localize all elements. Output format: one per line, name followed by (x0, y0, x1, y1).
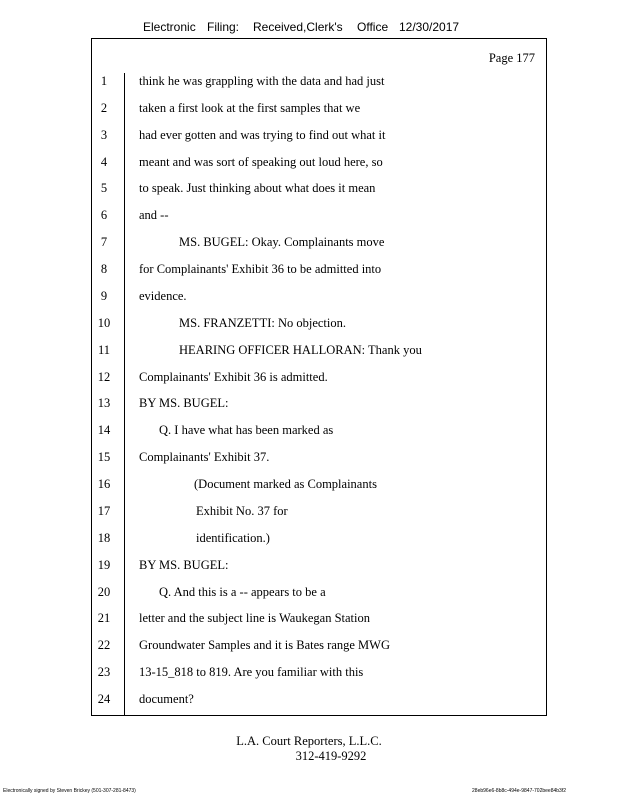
line-number: 15 (97, 450, 111, 464)
line-text: document? (139, 692, 194, 706)
filing-header-received: Received,Clerk's (253, 20, 343, 34)
line-number: 16 (97, 477, 111, 491)
line-number: 2 (100, 101, 108, 115)
court-reporter-name: L.A. Court Reporters, L.L.C. (236, 734, 382, 748)
line-text: letter and the subject line is Waukegan Station (139, 611, 370, 625)
filing-header-date: 12/30/2017 (399, 20, 460, 34)
line-number: 9 (100, 289, 108, 303)
transcript-line (92, 125, 546, 145)
transcript-line (92, 286, 546, 306)
line-text: and -- (139, 208, 169, 222)
line-number: 21 (97, 611, 111, 625)
transcript-line (92, 555, 546, 575)
line-text: Q. I have what has been marked as (159, 423, 334, 437)
transcript-line (92, 689, 546, 709)
transcript-line (92, 501, 546, 521)
transcript-line (92, 420, 546, 440)
line-text: MS. BUGEL: Okay. Complainants move (179, 235, 385, 249)
document-hash: 28eb96e6-8b8c-494e-9847-702bee84b3f2 (472, 788, 566, 794)
court-reporter-footer (0, 734, 618, 764)
transcript-line (92, 635, 546, 655)
transcript-line (92, 313, 546, 333)
transcript-line (92, 367, 546, 387)
line-number: 1 (100, 74, 108, 88)
line-text: identification.) (196, 531, 270, 545)
line-number: 23 (97, 665, 111, 679)
line-number: 5 (100, 181, 108, 195)
transcript-line (92, 528, 546, 548)
line-number: 17 (97, 504, 111, 518)
line-number: 10 (97, 316, 111, 330)
transcript-line (92, 178, 546, 198)
line-number: 14 (97, 423, 111, 437)
transcript-line (92, 205, 546, 225)
transcript-line (92, 340, 546, 360)
transcript-line (92, 393, 546, 413)
line-number: 20 (97, 585, 111, 599)
line-text: evidence. (139, 289, 187, 303)
line-text: think he was grappling with the data and had just (139, 74, 385, 88)
line-text: taken a first look at the first samples that we (139, 101, 361, 115)
court-reporter-phone: 312-419-9292 (295, 749, 367, 763)
transcript-line (92, 71, 546, 91)
transcript-line (92, 259, 546, 279)
transcript-line (92, 582, 546, 602)
line-text: to speak. Just thinking about what does it mean (139, 181, 376, 195)
line-text: Exhibit No. 37 for (196, 504, 288, 518)
transcript-line (92, 232, 546, 252)
line-text: Complainants' Exhibit 37. (139, 450, 270, 464)
line-text: (Document marked as Complainants (194, 477, 377, 491)
line-number: 4 (100, 155, 108, 169)
line-number: 19 (97, 558, 111, 572)
filing-header-electronic: Electronic (143, 20, 196, 34)
line-text: BY MS. BUGEL: (139, 396, 229, 410)
page-number: Page 177 (488, 51, 535, 65)
transcript-line (92, 474, 546, 494)
line-text: HEARING OFFICER HALLORAN: Thank you (179, 343, 422, 357)
transcript-line (92, 447, 546, 467)
filing-header-filing: Filing: (207, 20, 240, 34)
line-text: MS. FRANZETTI: No objection. (179, 316, 347, 330)
line-text: 13-15_818 to 819. Are you familiar with this (139, 665, 364, 679)
line-text: Groundwater Samples and it is Bates range MWG (139, 638, 390, 652)
line-text: had ever gotten and was trying to find out what it (139, 128, 386, 142)
line-number: 6 (100, 208, 108, 222)
line-number: 12 (97, 370, 111, 384)
line-number: 18 (97, 531, 111, 545)
line-text: meant and was sort of speaking out loud here, so (139, 155, 383, 169)
line-number: 22 (97, 638, 111, 652)
line-text: BY MS. BUGEL: (139, 558, 229, 572)
line-text: Complainants' Exhibit 36 is admitted. (139, 370, 328, 384)
line-text: for Complainants' Exhibit 36 to be admitted into (139, 262, 382, 276)
transcript-line (92, 662, 546, 682)
transcript-line (92, 152, 546, 172)
filing-header-office: Office (357, 20, 389, 34)
line-text: Q. And this is a -- appears to be a (159, 585, 326, 599)
line-number: 24 (97, 692, 111, 706)
transcript-line (92, 608, 546, 628)
electronic-signature: Electronically signed by Steven Brickey (501-307-281-8473) (3, 788, 136, 794)
line-number: 7 (100, 235, 108, 249)
line-number: 13 (97, 396, 111, 410)
line-number: 8 (100, 262, 108, 276)
line-number: 3 (100, 128, 108, 142)
line-number: 11 (97, 343, 111, 357)
transcript-page (91, 38, 547, 716)
transcript-line (92, 98, 546, 118)
